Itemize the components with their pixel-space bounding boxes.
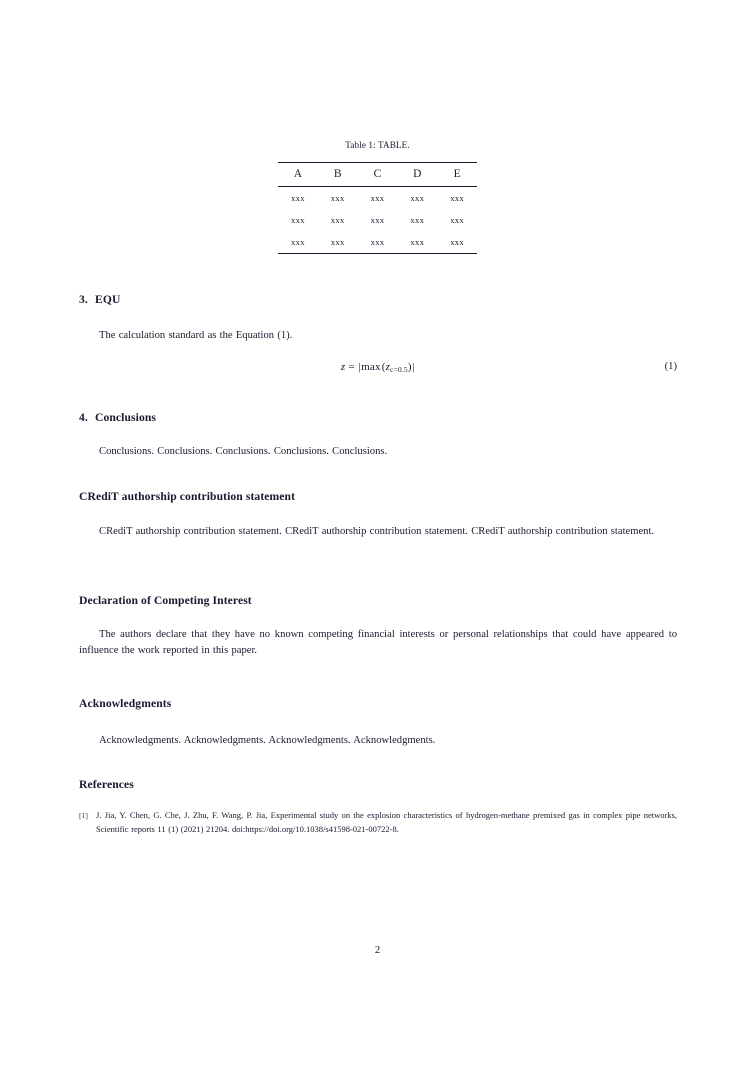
section-heading-conclusions: [79, 411, 156, 424]
section-heading-equ: [79, 293, 120, 306]
equation-paren-open: (: [380, 361, 386, 373]
section-number: 4.: [79, 411, 88, 424]
table-cell: xxx: [370, 215, 385, 225]
paragraph-acknowledgments: Acknowledgments. Acknowledgments. Acknowledgments. Acknowledgments.: [99, 735, 436, 746]
equation-paren-close: ): [407, 361, 412, 373]
section-heading-credit: CRediT authorship contribution statement: [79, 490, 296, 503]
table-header-row: [278, 163, 477, 187]
paragraph-declaration: The authors declare that they have no known competing financial interests or personal relationships that could have appeared to influence the work reported in this paper.: [79, 629, 677, 657]
section-title: Conclusions: [95, 411, 157, 424]
table-cell: xxx: [291, 193, 305, 203]
equation-relation: =: [348, 361, 355, 373]
table-header-cell: C: [358, 163, 398, 187]
equation-variable: z: [385, 361, 391, 373]
table-header-cell: B: [318, 163, 358, 187]
table-header-cell: E: [437, 163, 477, 187]
reference-list: [79, 809, 677, 837]
data-table: [278, 162, 477, 254]
table-row: [278, 187, 477, 210]
table-cell: xxx: [330, 215, 345, 225]
equation-lhs: z: [340, 361, 346, 373]
table-header-cell: A: [278, 163, 318, 187]
equation-abs-open: |: [358, 361, 361, 373]
section-heading-acknowledgments: Acknowledgments: [79, 697, 172, 710]
section-title: EQU: [95, 293, 121, 306]
section-heading-references: References: [79, 778, 134, 791]
table-cell: xxx: [410, 193, 425, 203]
page-number: 2: [374, 945, 381, 956]
table-cell: xxx: [278, 231, 318, 254]
table-cell: xxx: [318, 231, 358, 254]
reference-marker: [1]: [79, 810, 88, 820]
equation-number: (1): [664, 361, 677, 372]
reference-text: J. Jia, Y. Chen, G. Che, J. Zhu, F. Wang, P. Jia, Experimental study on the explosion characteristics of hydrogen-methane premixed gas in complex pipe networks, Scientific reports 11 (1) (2021) 21204. doi:https://doi.org/10.1038/s41598-021-00722-8.: [96, 810, 677, 834]
section-number: 3.: [79, 293, 88, 306]
table-cell: xxx: [437, 231, 477, 254]
equation-expression: [341, 361, 415, 374]
table-cell: xxx: [291, 215, 305, 225]
paragraph-conclusions: Conclusions. Conclusions. Conclusions. Conclusions. Conclusions.: [99, 446, 388, 457]
table-cell: xxx: [358, 231, 398, 254]
equation-abs-close: |: [412, 361, 415, 373]
table-caption: Table 1: TABLE.: [345, 140, 410, 150]
table-cell: xxx: [450, 193, 464, 203]
table-cell: xxx: [450, 215, 464, 225]
equation-subscript: c=0.5: [390, 365, 408, 375]
paragraph-credit: CRediT authorship contribution statement. CRediT authorship contribution statement. CRediT authorship contribution statement.: [99, 526, 655, 537]
equation-row: [79, 361, 677, 374]
section-heading-declaration: Declaration of Competing Interest: [79, 594, 252, 607]
reference-item: [79, 809, 677, 837]
equation-function: max: [361, 361, 381, 373]
table-cell: xxx: [330, 193, 345, 203]
table-block: [0, 140, 755, 254]
table-cell: xxx: [397, 231, 437, 254]
table-cell: xxx: [370, 193, 385, 203]
table-cell: xxx: [410, 215, 425, 225]
table-row: [278, 231, 477, 254]
paragraph-equ: The calculation standard as the Equation (1).: [99, 330, 293, 341]
table-row: [278, 209, 477, 231]
table-header-cell: D: [397, 163, 437, 187]
